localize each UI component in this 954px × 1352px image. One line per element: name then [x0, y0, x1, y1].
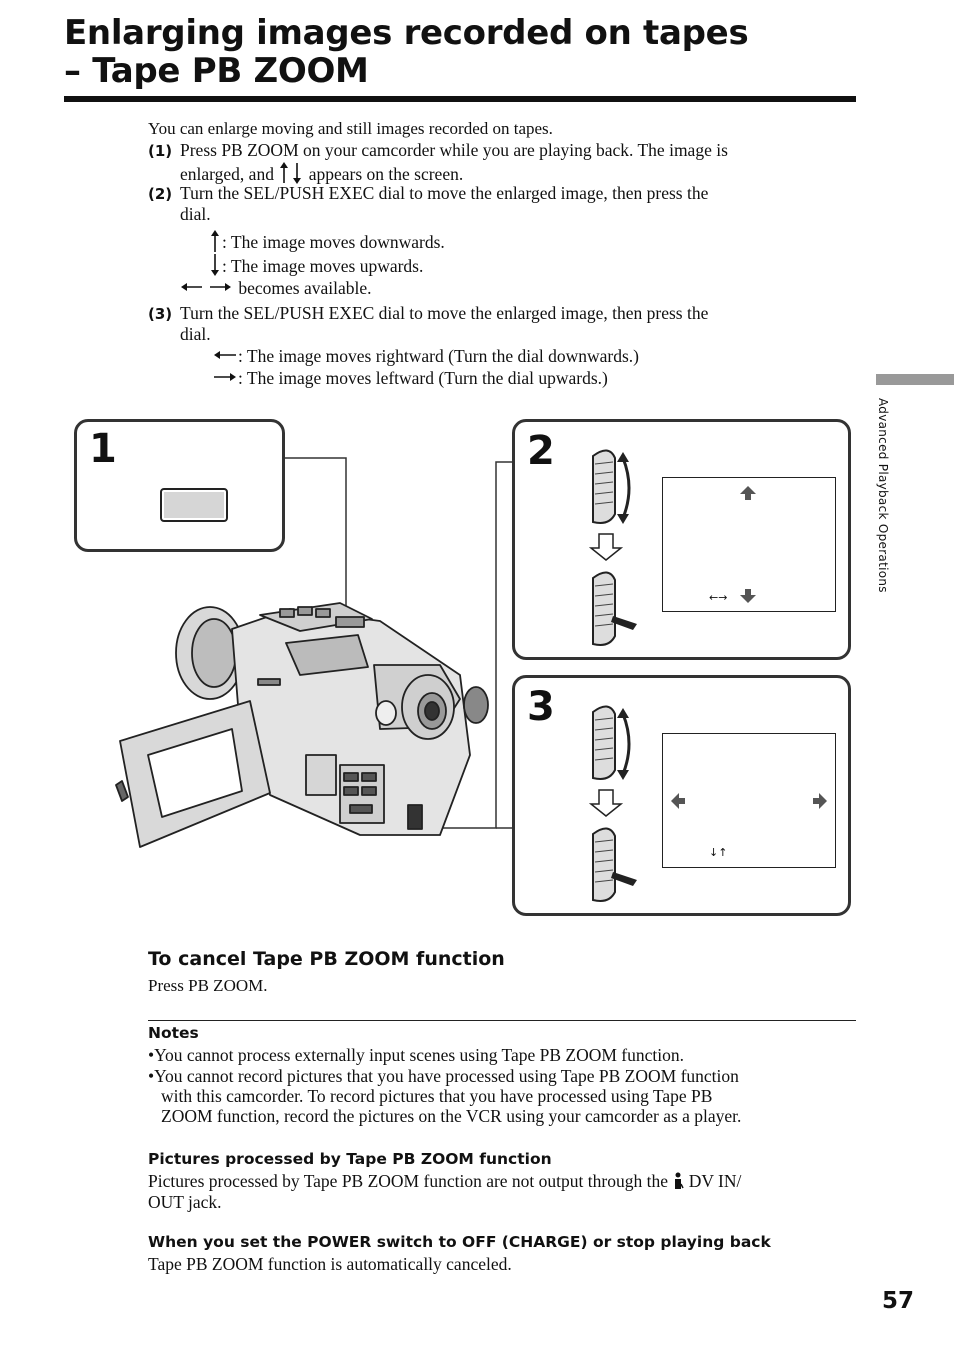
step-2-extra: becomes available. [180, 278, 372, 299]
panel-3-number: 3 [527, 684, 555, 730]
notes-heading: Notes [148, 1024, 199, 1042]
step-2-number: (2) [148, 185, 173, 203]
step-1-line-2: enlarged, and appears on the screen. [180, 161, 858, 185]
pictures-heading: Pictures processed by Tape PB ZOOM function [148, 1150, 552, 1168]
up-arrow-icon [739, 485, 757, 501]
panel-2-number: 2 [527, 428, 555, 474]
left-arrow-icon [670, 792, 686, 810]
panel-1 [74, 419, 285, 552]
step-2-item-down: : The image moves downwards. [208, 229, 445, 253]
step-2-line-1: Turn the SEL/PUSH EXEC dial to move the enlarged image, then press the [180, 183, 709, 203]
step-2-item-up: : The image moves upwards. [208, 253, 423, 277]
bullet-icon: • [148, 1045, 155, 1065]
step-3-number: (3) [148, 305, 173, 323]
power-heading: When you set the POWER switch to OFF (CHARGE) or stop playing back [148, 1233, 771, 1251]
step-1-number: (1) [148, 142, 173, 160]
panel-2 [512, 419, 851, 660]
step-3-line-1: Turn the SEL/PUSH EXEC dial to move the enlarged image, then press the [180, 303, 709, 323]
panel-3 [512, 675, 851, 916]
step-2-line-2: dial. [180, 204, 211, 224]
intro-text: You can enlarge moving and still images recorded on tapes. [148, 119, 553, 138]
step-1 [148, 140, 858, 185]
right-arrow-icon [812, 792, 828, 810]
up-down-arrows-icon [278, 161, 304, 185]
step-2 [148, 183, 858, 225]
dial-turn-icon [575, 700, 655, 910]
left-right-arrows-icon [180, 280, 234, 294]
left-arrow-icon [212, 348, 238, 362]
screen-2 [662, 477, 836, 612]
page-title-line-1: Enlarging images recorded on tapes [64, 13, 749, 53]
step-3-item-left: : The image moves leftward (Turn the dial upwards.) [212, 368, 608, 389]
dial-turn-icon [575, 444, 655, 654]
note-1: •You cannot process externally input scenes using Tape PB ZOOM function. [148, 1045, 685, 1065]
step-1-line-1: Press PB ZOOM on your camcorder while you are playing back. The image is [180, 140, 728, 160]
page-title [64, 14, 864, 90]
page-number: 57 [882, 1288, 915, 1314]
step-3-line-2: dial. [180, 324, 211, 344]
note-2-cont-1: with this camcorder. To record pictures that you have processed using Tape PB [161, 1086, 713, 1106]
title-rule [64, 96, 856, 102]
pb-zoom-button[interactable] [160, 488, 228, 522]
screen-3 [662, 733, 836, 868]
bullet-icon: • [148, 1066, 155, 1086]
page-title-line-2: – Tape PB ZOOM [64, 51, 369, 91]
notes-rule [148, 1020, 856, 1021]
section-tab [876, 374, 954, 385]
down-arrow-icon [208, 253, 222, 277]
power-body: Tape PB ZOOM function is automatically canceled. [148, 1254, 512, 1274]
down-arrow-icon [739, 588, 757, 604]
note-2: •You cannot record pictures that you have processed using Tape PB ZOOM function [148, 1066, 739, 1086]
cancel-heading: To cancel Tape PB ZOOM function [148, 948, 505, 970]
right-arrow-icon [212, 370, 238, 384]
screen-2-indicator: ←→ [709, 591, 728, 604]
screen-3-indicator: ↓↑ [709, 846, 728, 859]
cancel-body: Press PB ZOOM. [148, 976, 268, 995]
dv-jack-icon [672, 1172, 684, 1190]
camcorder-illustration [110, 595, 500, 855]
note-2-cont-2: ZOOM function, record the pictures on the VCR using your camcorder as a player. [161, 1106, 742, 1126]
step-3-item-right: : The image moves rightward (Turn the dial downwards.) [212, 346, 639, 367]
side-label: Advanced Playback Operations [876, 398, 890, 593]
pictures-line-1: Pictures processed by Tape PB ZOOM function are not output through the DV IN/ [148, 1171, 742, 1191]
step-3 [148, 303, 858, 345]
up-arrow-icon [208, 229, 222, 253]
panel-1-number: 1 [89, 426, 117, 472]
pictures-line-2: OUT jack. [148, 1192, 222, 1212]
